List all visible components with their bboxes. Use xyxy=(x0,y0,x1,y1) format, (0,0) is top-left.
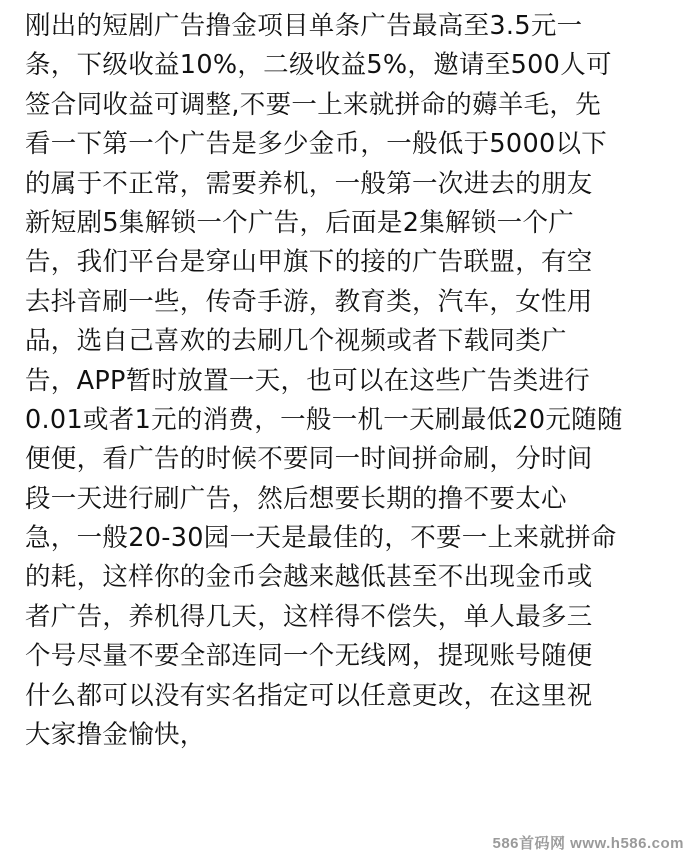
text-line-12: 便便，看广告的时候不要同一时间拼命刷，分时间 xyxy=(25,444,593,475)
text-line-10: 告，APP暂时放置一天，也可以在这些广告类进行 xyxy=(25,365,591,396)
text-line-18: 什么都可以没有实名指定可以任意更改，在这里祝 xyxy=(25,680,593,711)
text-line-19: 大家撸金愉快， xyxy=(25,720,206,751)
text-line-17: 个号尽量不要全部连同一个无线网，提现账号随便 xyxy=(25,641,593,672)
text-line-8: 去抖音刷一些，传奇手游，教育类，汽车，女性用 xyxy=(25,286,593,317)
text-line-13: 段一天进行刷广告，然后想要长期的撸不要太心 xyxy=(25,483,567,514)
text-line-1: 刚出的短剧广告撸金项目单条广告最高至3.5元一 xyxy=(25,11,583,41)
text-line-2: 条，下级收益10%，二级收益5%，邀请至500人可 xyxy=(25,50,612,81)
text-line-16: 者广告，养机得几天，这样得不偿失，单人最多三 xyxy=(25,601,593,632)
text-line-6: 新短剧5集解锁一个广告，后面是2集解锁一个广 xyxy=(25,207,575,238)
text-line-11: 0.01或者1元的消费，一般一机一天刷最低20元随随 xyxy=(25,404,623,435)
text-line-7: 告，我们平台是穿山甲旗下的接的广告联盟，有空 xyxy=(25,247,593,278)
text-line-5: 的属于不正常，需要养机，一般第一次进去的朋友 xyxy=(25,168,593,199)
article-text xyxy=(25,7,675,755)
site-watermark: 586首码网 www.h586.com xyxy=(492,835,684,852)
text-line-4: 看一下第一个广告是多少金币，一般低于5000以下 xyxy=(25,129,608,160)
text-line-9: 品，选自己喜欢的去刷几个视频或者下载同类广 xyxy=(25,326,567,357)
text-line-15: 的耗，这样你的金币会越来越低甚至不出现金币或 xyxy=(25,562,593,593)
text-line-3: 签合同收益可调整,不要一上来就拼命的薅羊毛，先 xyxy=(25,89,602,120)
text-line-14: 急，一般20-30园一天是最佳的，不要一上来就拼命 xyxy=(25,523,617,554)
